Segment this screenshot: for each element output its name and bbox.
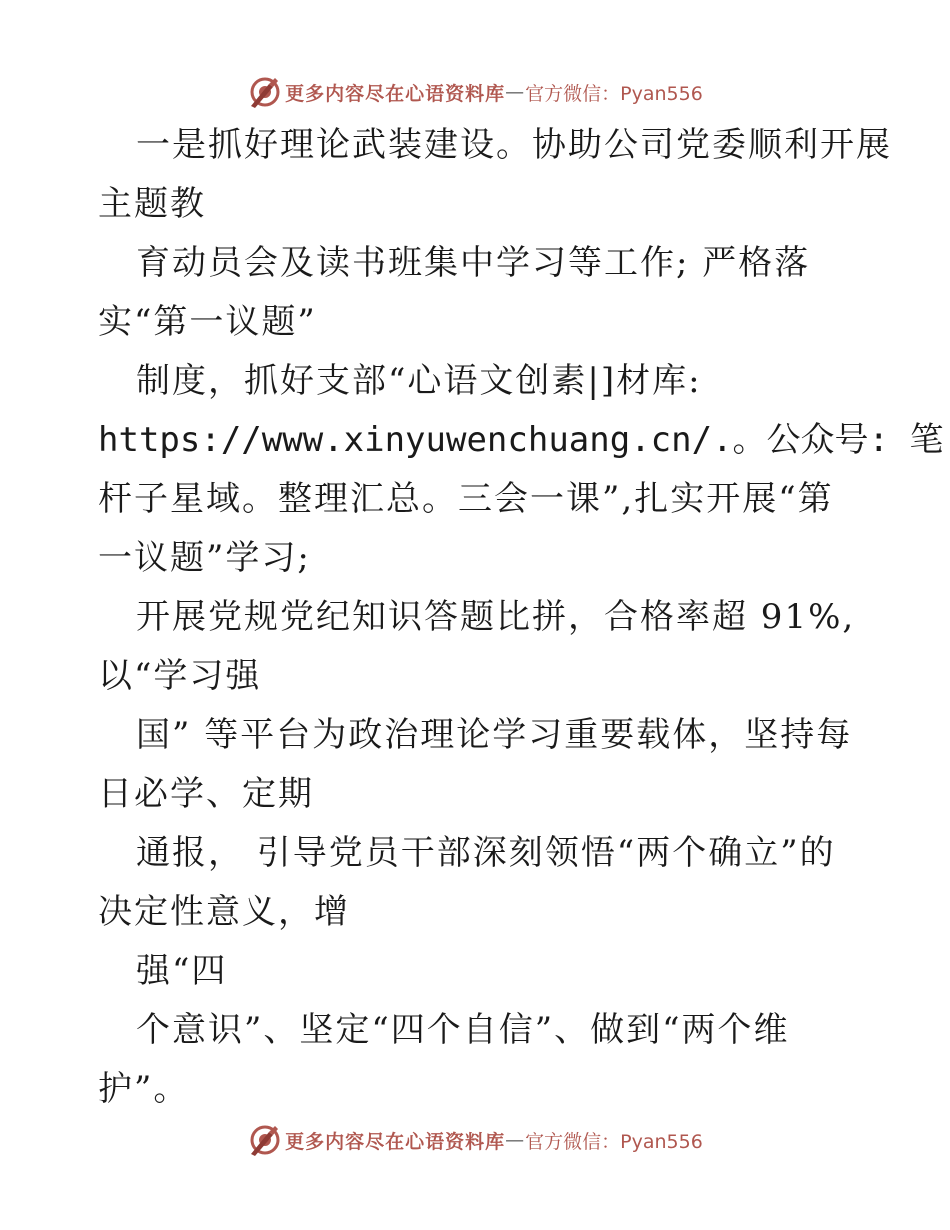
body-line: 育动员会及读书班集中学习等工作; 严格落 <box>136 243 811 283</box>
footer-banner <box>0 1120 950 1160</box>
body-line: 个意识”、坚定“四个自信”、做到“两个维 <box>136 1010 790 1050</box>
footer-site-text: 更多内容尽在心语资料库 <box>285 1130 506 1153</box>
body-line: 护”。 <box>98 1069 190 1109</box>
body-line: 制度，抓好支部“心语文创素|]材库: <box>136 361 702 401</box>
body-line: 以“学习强 <box>98 656 262 696</box>
body-line: https://www.xinyuwenchuang.cn/.。公众号: 笔 <box>98 420 944 460</box>
footer-separator: — <box>505 1129 526 1151</box>
body-line: 国” 等平台为政治理论学习重要载体，坚持每 <box>136 715 853 755</box>
header-banner <box>0 72 950 112</box>
body-line: 通报， 引导党员干部深刻领悟“两个确立”的 <box>136 833 836 873</box>
pen-logo-icon <box>247 1122 283 1158</box>
body-line: 实“第一议题” <box>98 302 317 342</box>
header-site-text: 更多内容尽在心语资料库 <box>285 82 506 105</box>
body-line: 杆子星域。整理汇总。三会一课”,扎实开展“第 <box>98 479 834 519</box>
header-separator: — <box>505 81 526 103</box>
body-line: 一是抓好理论武装建设。协助公司党委顺利开展 <box>136 125 892 165</box>
body-line: 日必学、定期 <box>98 774 314 814</box>
document-body <box>98 116 944 1119</box>
pen-logo-icon <box>247 74 283 110</box>
body-line: 强“四 <box>136 951 228 991</box>
body-line: 主题教 <box>98 184 206 224</box>
body-line: 开展党规党纪知识答题比拼，合格率超 91%, <box>136 597 856 637</box>
body-line: 决定性意义，增 <box>98 892 350 932</box>
footer-wechat-text: 官方微信：Pyan556 <box>525 1130 703 1153</box>
header-wechat-text: 官方微信：Pyan556 <box>525 82 703 105</box>
body-line: 一议题”学习; <box>98 538 311 578</box>
